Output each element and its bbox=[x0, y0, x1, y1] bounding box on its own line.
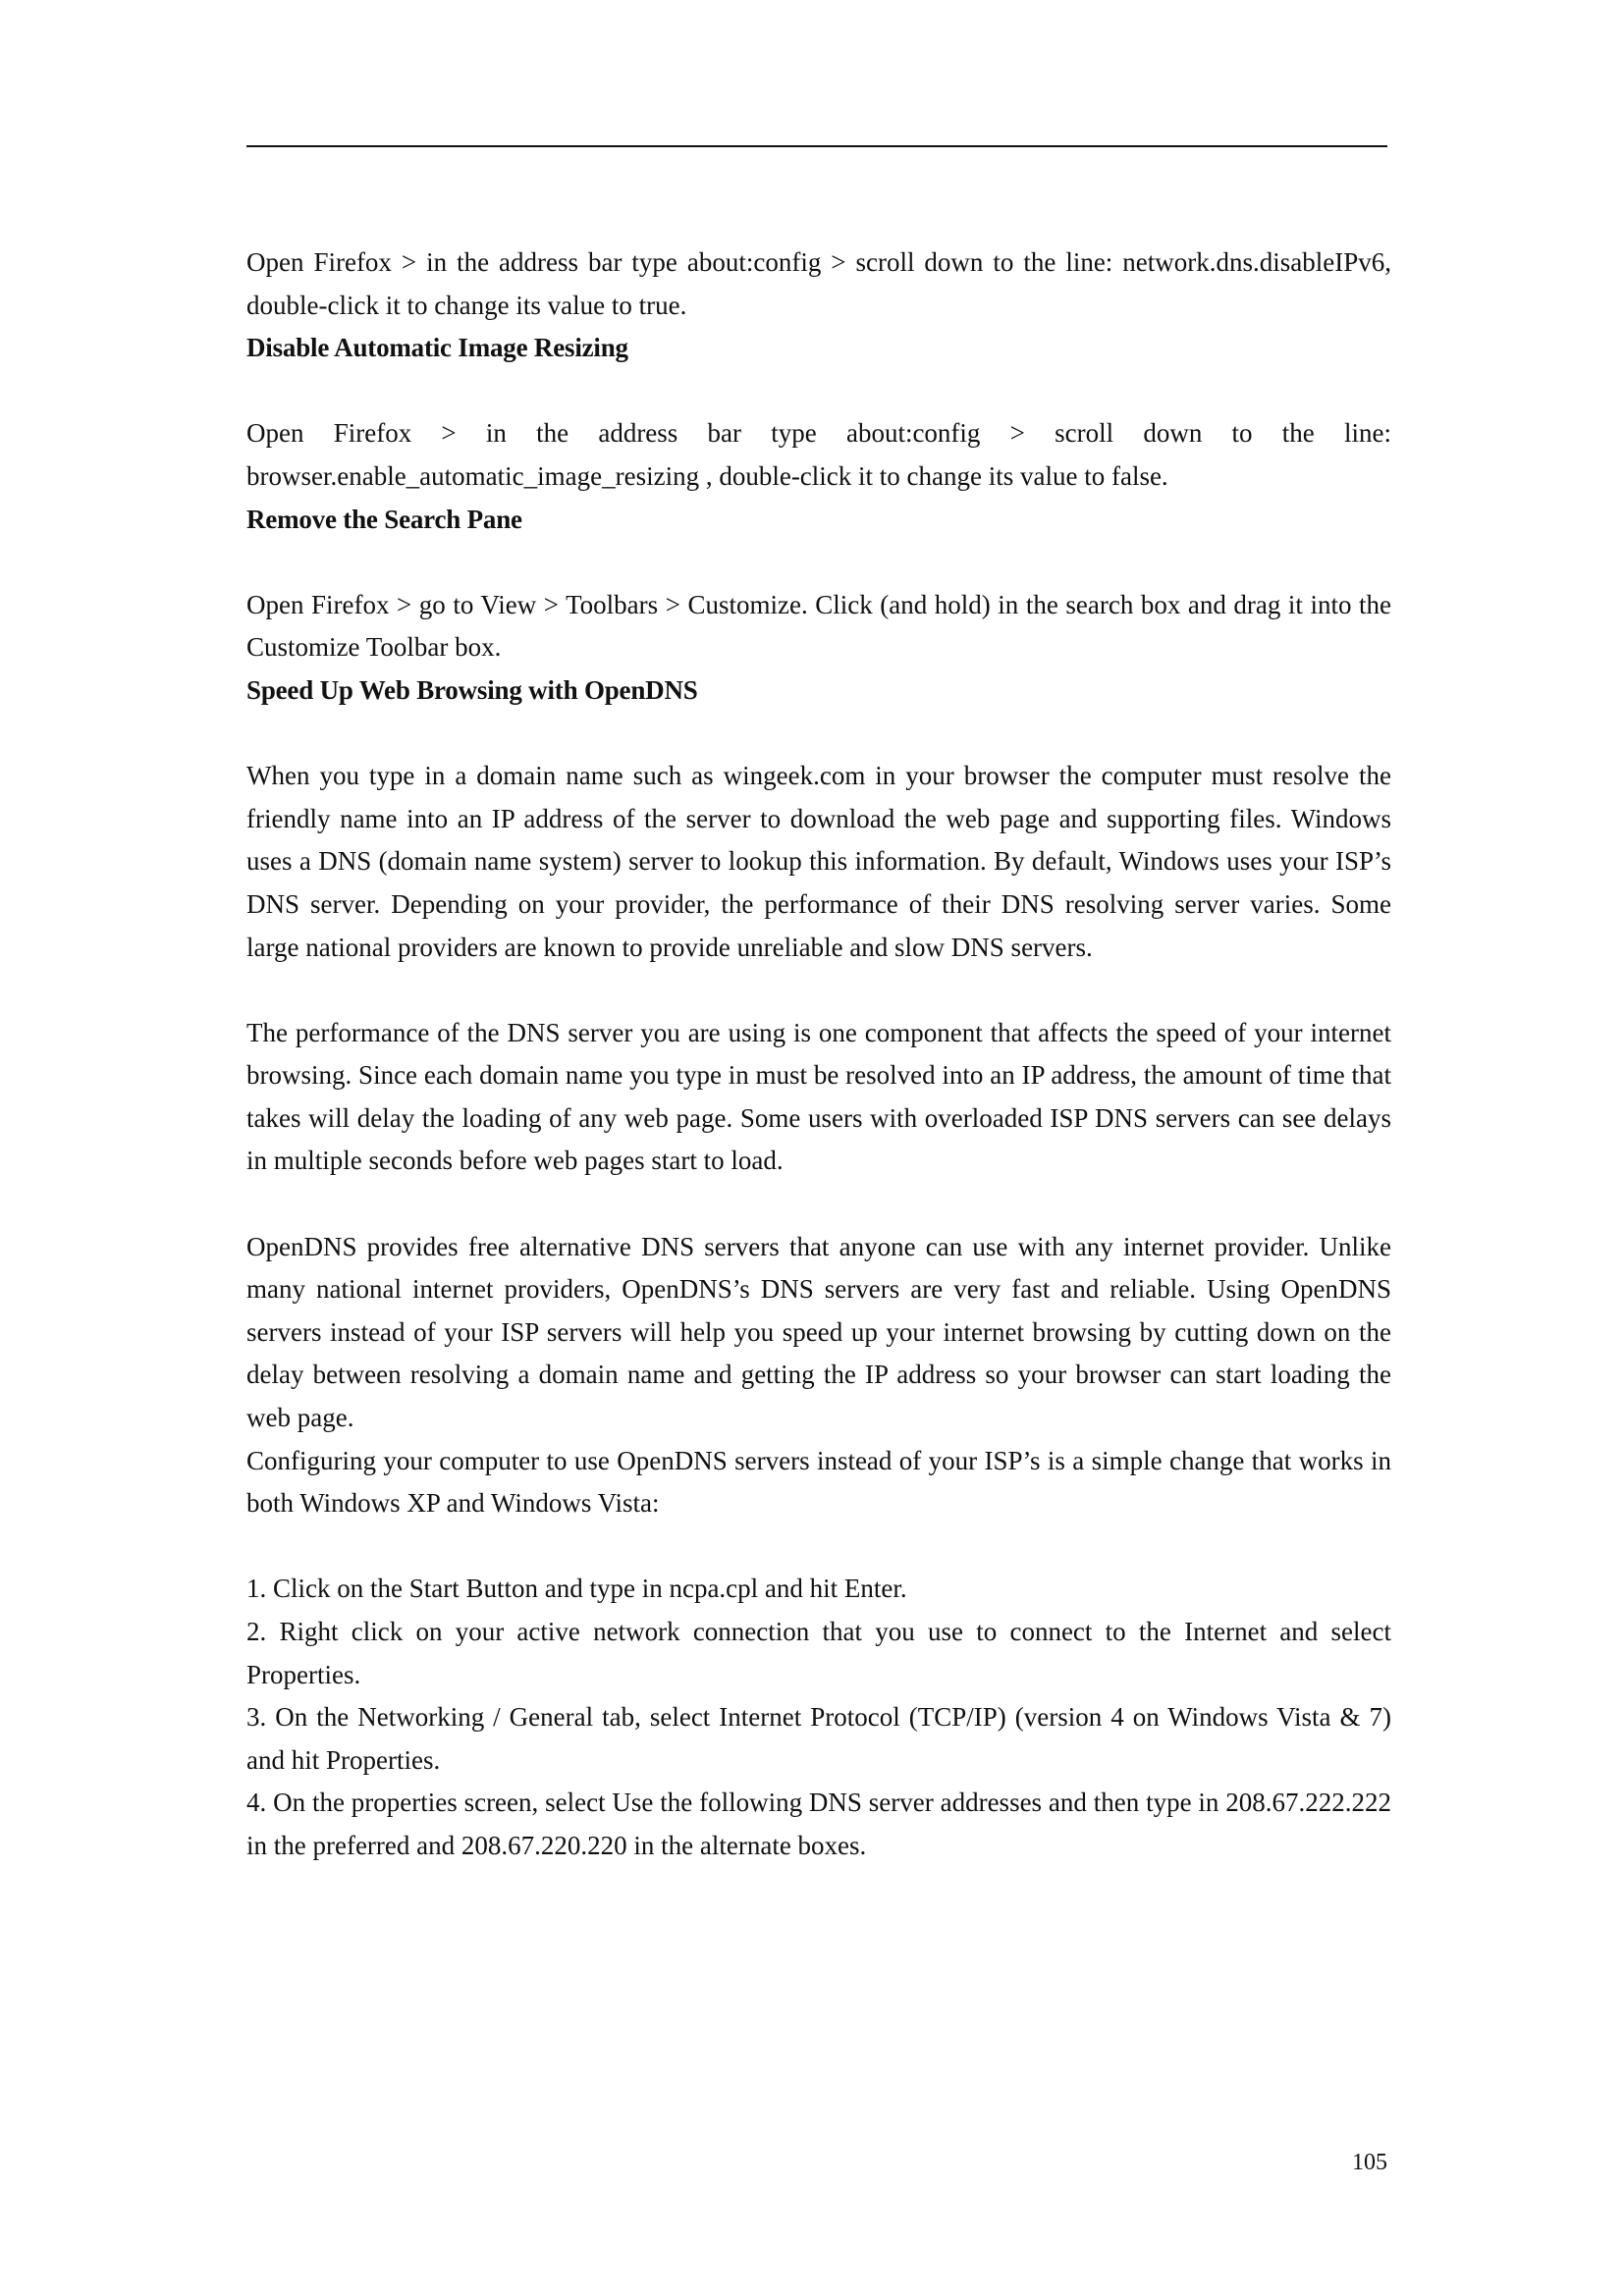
step-item-1: 1. Click on the Start Button and type in ncpa.cpl and hit Enter. bbox=[246, 1574, 907, 1604]
header-rule bbox=[246, 145, 1387, 147]
opendns-paragraph-3: OpenDNS provides free alternative DNS servers that anyone can use with any internet provider. Unlike many national internet providers, OpenDNS’s DNS servers are very fast and reliable. Using OpenDNS servers instead of your ISP servers will help you speed up your internet browsing by cutting down on the delay between resolving a domain name and getting the IP address so your browser can start loading the web page. bbox=[246, 1231, 1391, 1433]
image-resizing-paragraph: Open Firefox > in the address bar type about:config > scroll down to the line: browser.enable_automatic_image_resizing , double-click it to change its value to false. bbox=[246, 418, 1391, 491]
opendns-paragraph-2: The performance of the DNS server you are using is one component that affects the speed of your internet browsing. Since each domain name you type in must be resolved into an IP address, the amount of time that takes will delay the loading of any web page. Some users with overloaded ISP DNS servers can see delays in multiple seconds before web pages start to load. bbox=[246, 1017, 1391, 1176]
step-item-3: 3. On the Networking / General tab, select Internet Protocol (TCP/IP) (version 4 on Windows Vista & 7) and hit Properties. bbox=[246, 1702, 1391, 1775]
page-number: 105 bbox=[1352, 2150, 1387, 2175]
opendns-paragraph-4: Configuring your computer to use OpenDNS servers instead of your ISP’s is a simple change that works in both Windows XP and Windows Vista: bbox=[246, 1445, 1391, 1519]
search-pane-paragraph: Open Firefox > go to View > Toolbars > Customize. Click (and hold) in the search box and drag it into the Customize Toolbar box. bbox=[246, 589, 1391, 663]
step-item-4: 4. On the properties screen, select Use the following DNS server addresses and then type in 208.67.222.222 in the preferred and 208.67.220.220 in the alternate boxes. bbox=[246, 1788, 1391, 1860]
opendns-paragraph-1: When you type in a domain name such as wingeek.com in your browser the computer must resolve the friendly name into an IP address of the server to download the web page and supporting files. Windows uses a DNS (domain name system) server to lookup this information. By default, Windows uses your ISP’s DNS server. Depending on your provider, the performance of their DNS resolving server varies. Some large national providers are known to provide unreliable and slow DNS servers. bbox=[246, 761, 1391, 962]
step-item-2: 2. Right click on your active network connection that you use to connect to the Internet and select Properties. bbox=[246, 1617, 1391, 1689]
section-heading-opendns: Speed Up Web Browsing with OpenDNS bbox=[246, 674, 698, 705]
intro-paragraph: Open Firefox > in the address bar type about:config > scroll down to the line: network.dns.disableIPv6, double-click it to change its value to true. bbox=[246, 247, 1391, 320]
page-content bbox=[246, 241, 1391, 1868]
section-heading-search-pane: Remove the Search Pane bbox=[246, 504, 522, 534]
section-heading-image-resizing: Disable Automatic Image Resizing bbox=[246, 333, 628, 363]
opendns-steps-list bbox=[246, 1568, 1391, 1867]
